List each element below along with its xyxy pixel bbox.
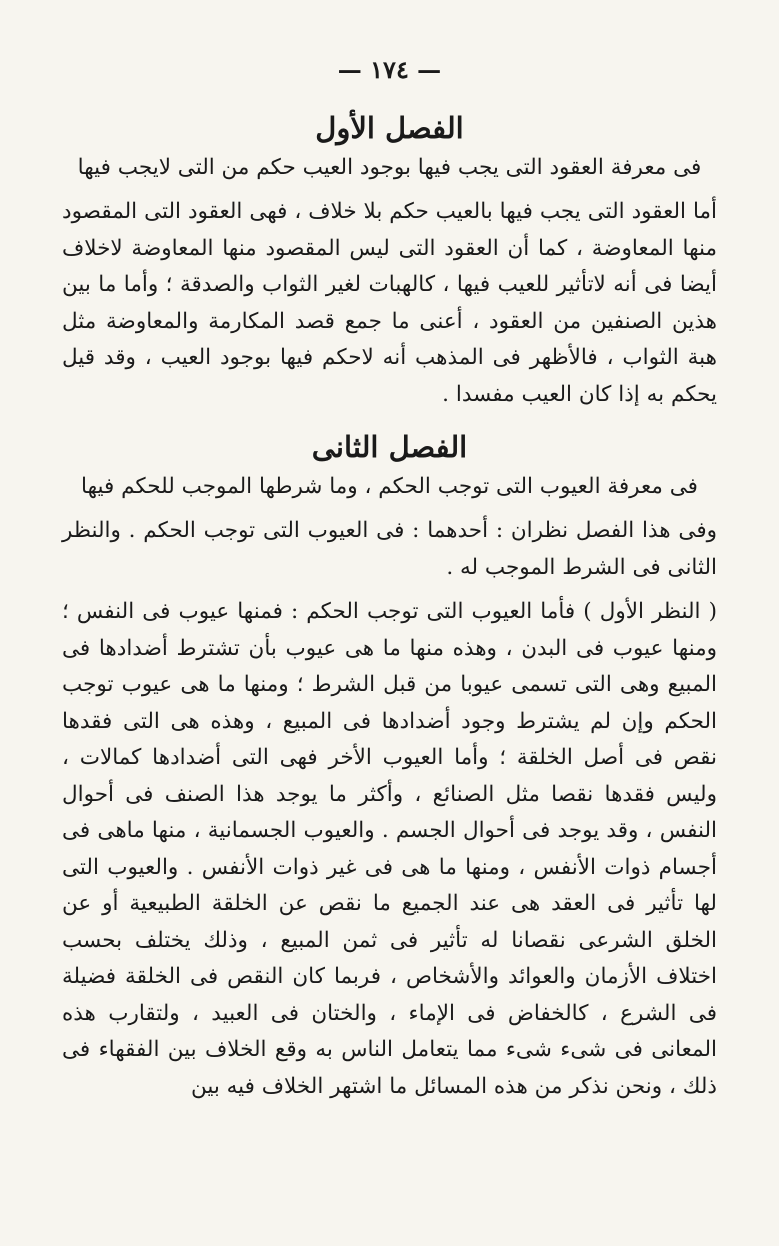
chapter-1-subtitle: فى معرفة العقود التى يجب فيها بوجود العيب حكم من التى لايجب فيها (77, 155, 702, 180)
page-number: — ١٧٤ — (337, 55, 442, 84)
chapter-2-paragraph-1: وفى هذا الفصل نظران : أحدهما : فى العيوب التى توجب الحكم . والنظر الثانى فى الشرط الموجب له . (62, 518, 717, 580)
chapter-2-subtitle: فى معرفة العيوب التى توجب الحكم ، وما شرطها الموجب للحكم فيها (81, 474, 698, 499)
chapter-2-paragraph-2: ( النظر الأول ) فأما العيوب التى توجب الحكم : فمنها عيوب فى النفس ؛ ومنها عيوب فى البدن ، وهذه منها ما هى عيوب بأن تشترط أضدادها فى المبيع وهى التى تسمى عيوبا من قبل الشرط ؛ ومنها ما هى عيوب توجب الحكم وإن لم يشترط وجود أضدادها فى المبيع ، وهذه هى التى فقدها نقص فى أصل الخلقة ؛ وأما العيوب الأخر فهى التى أضدادها كمالات ، وليس فقدها نقصا مثل الصنائع ، وأكثر ما يوجد هذا الصنف فى أحوال النفس ، وقد يوجد فى أحوال الجسم . والعيوب الجسمانية ، منها ماهى فى أجسام ذوات الأنفس ، ومنها ما هى فى غير ذوات الأنفس . والعيوب التى لها تأثير فى العقد هى عند الجميع ما نقص عن الخلقة الطبيعية أو عن الخلق الشرعى نقصانا له تأثير فى ثمن المبيع ، وذلك يختلف بحسب اختلاف الأزمان والعوائد والأشخاص ، فربما كان النقص فى الخلقة فضيلة فى الشرع ، كالخفاض فى الإماء ، والختان فى العبيد ، ولتقارب هذه المعانى فى شىء شىء مما يتعامل الناس به وقع الخلاف بين الفقهاء فى ذلك ، ونحن نذكر من هذه المسائل ما اشتهر الخلاف فيه بين (62, 599, 717, 1099)
chapter-1-paragraph: أما العقود التى يجب فيها بالعيب حكم بلا خلاف ، فهى العقود التى المقصود منها المعاوضة ، كما أن العقود التى ليس المقصود منها المعاوضة لاخلاف أيضا فى أنه لاتأثير للعيب فيها ، كالهبات لغير الثواب والصدقة ؛ وأما ما بين هذين الصنفين من العقود ، أعنى ما جمع قصد المكارمة والمعاوضة مثل هبة الثواب ، فالأظهر فى المذهب أنه لاحكم فيها بوجود العيب ، وقد قيل يحكم به إذا كان العيب مفسدا . (62, 199, 717, 407)
paragraph-spacer (62, 586, 717, 594)
chapter-2-title: الفصل الثانى (311, 430, 468, 464)
section-spacer (62, 413, 717, 427)
chapter-1-title: الفصل الأول (315, 111, 464, 145)
